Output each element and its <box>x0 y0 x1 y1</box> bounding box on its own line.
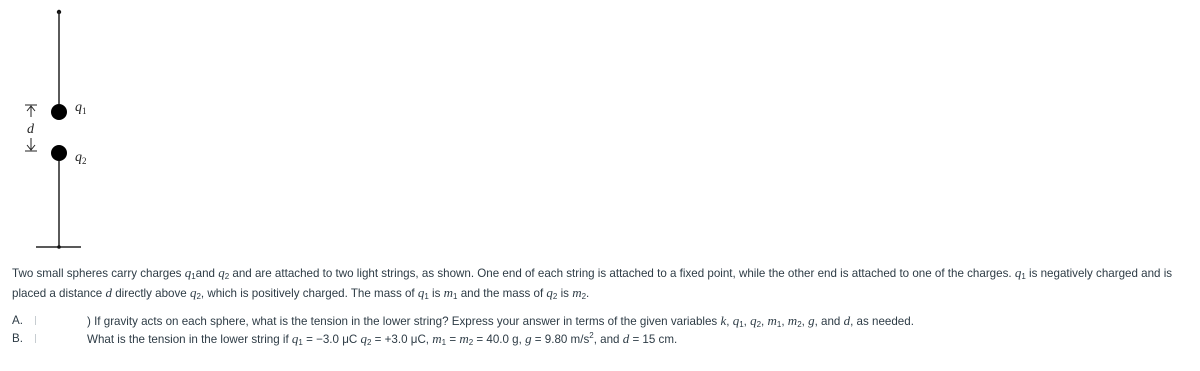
question-b-text: What is the tension in the lower string if $q_1 = -3.0$ μC $q_2 = +3.0$ μC, $m_1 = m_2 = 40.0$ g, g = 9.80 $m/s^2$, and d = 15 cm. <box>87 331 678 347</box>
question-b-letter: B. <box>12 332 23 345</box>
label-q1: $q_1$ <box>75 100 87 116</box>
question-a-letter: A. <box>12 314 23 327</box>
lower-anchor-point <box>57 245 61 249</box>
question-b-answer-marker <box>35 334 36 343</box>
question-a-text: ) If gravity acts on each sphere, what is the tension in the lower string? Express your answer in terms of the given variables k, $q_1$, $q_2$, $m_1$, $m_2$, g, and d, as needed. <box>87 313 914 329</box>
question-a-answer-marker <box>35 316 36 325</box>
label-d: d <box>27 122 34 137</box>
sphere-q1 <box>51 104 67 120</box>
label-q2: $q_2$ <box>75 150 87 166</box>
sphere-q2 <box>51 145 67 161</box>
problem-figure <box>0 0 120 260</box>
problem-statement: Two small spheres carry charges $q_1and$ $q_2$ and are attached to two light strings, as shown. One end of each string is attached to a fixed point, while the other end is attached to one of the charges. $q_1$ is negatively charged and is placed a distance d directly above $q_2$, which is positively charged. The mass of $q_1$ is $m_1$ and the mass of $q_2$ is $m_2$. <box>12 265 1173 301</box>
